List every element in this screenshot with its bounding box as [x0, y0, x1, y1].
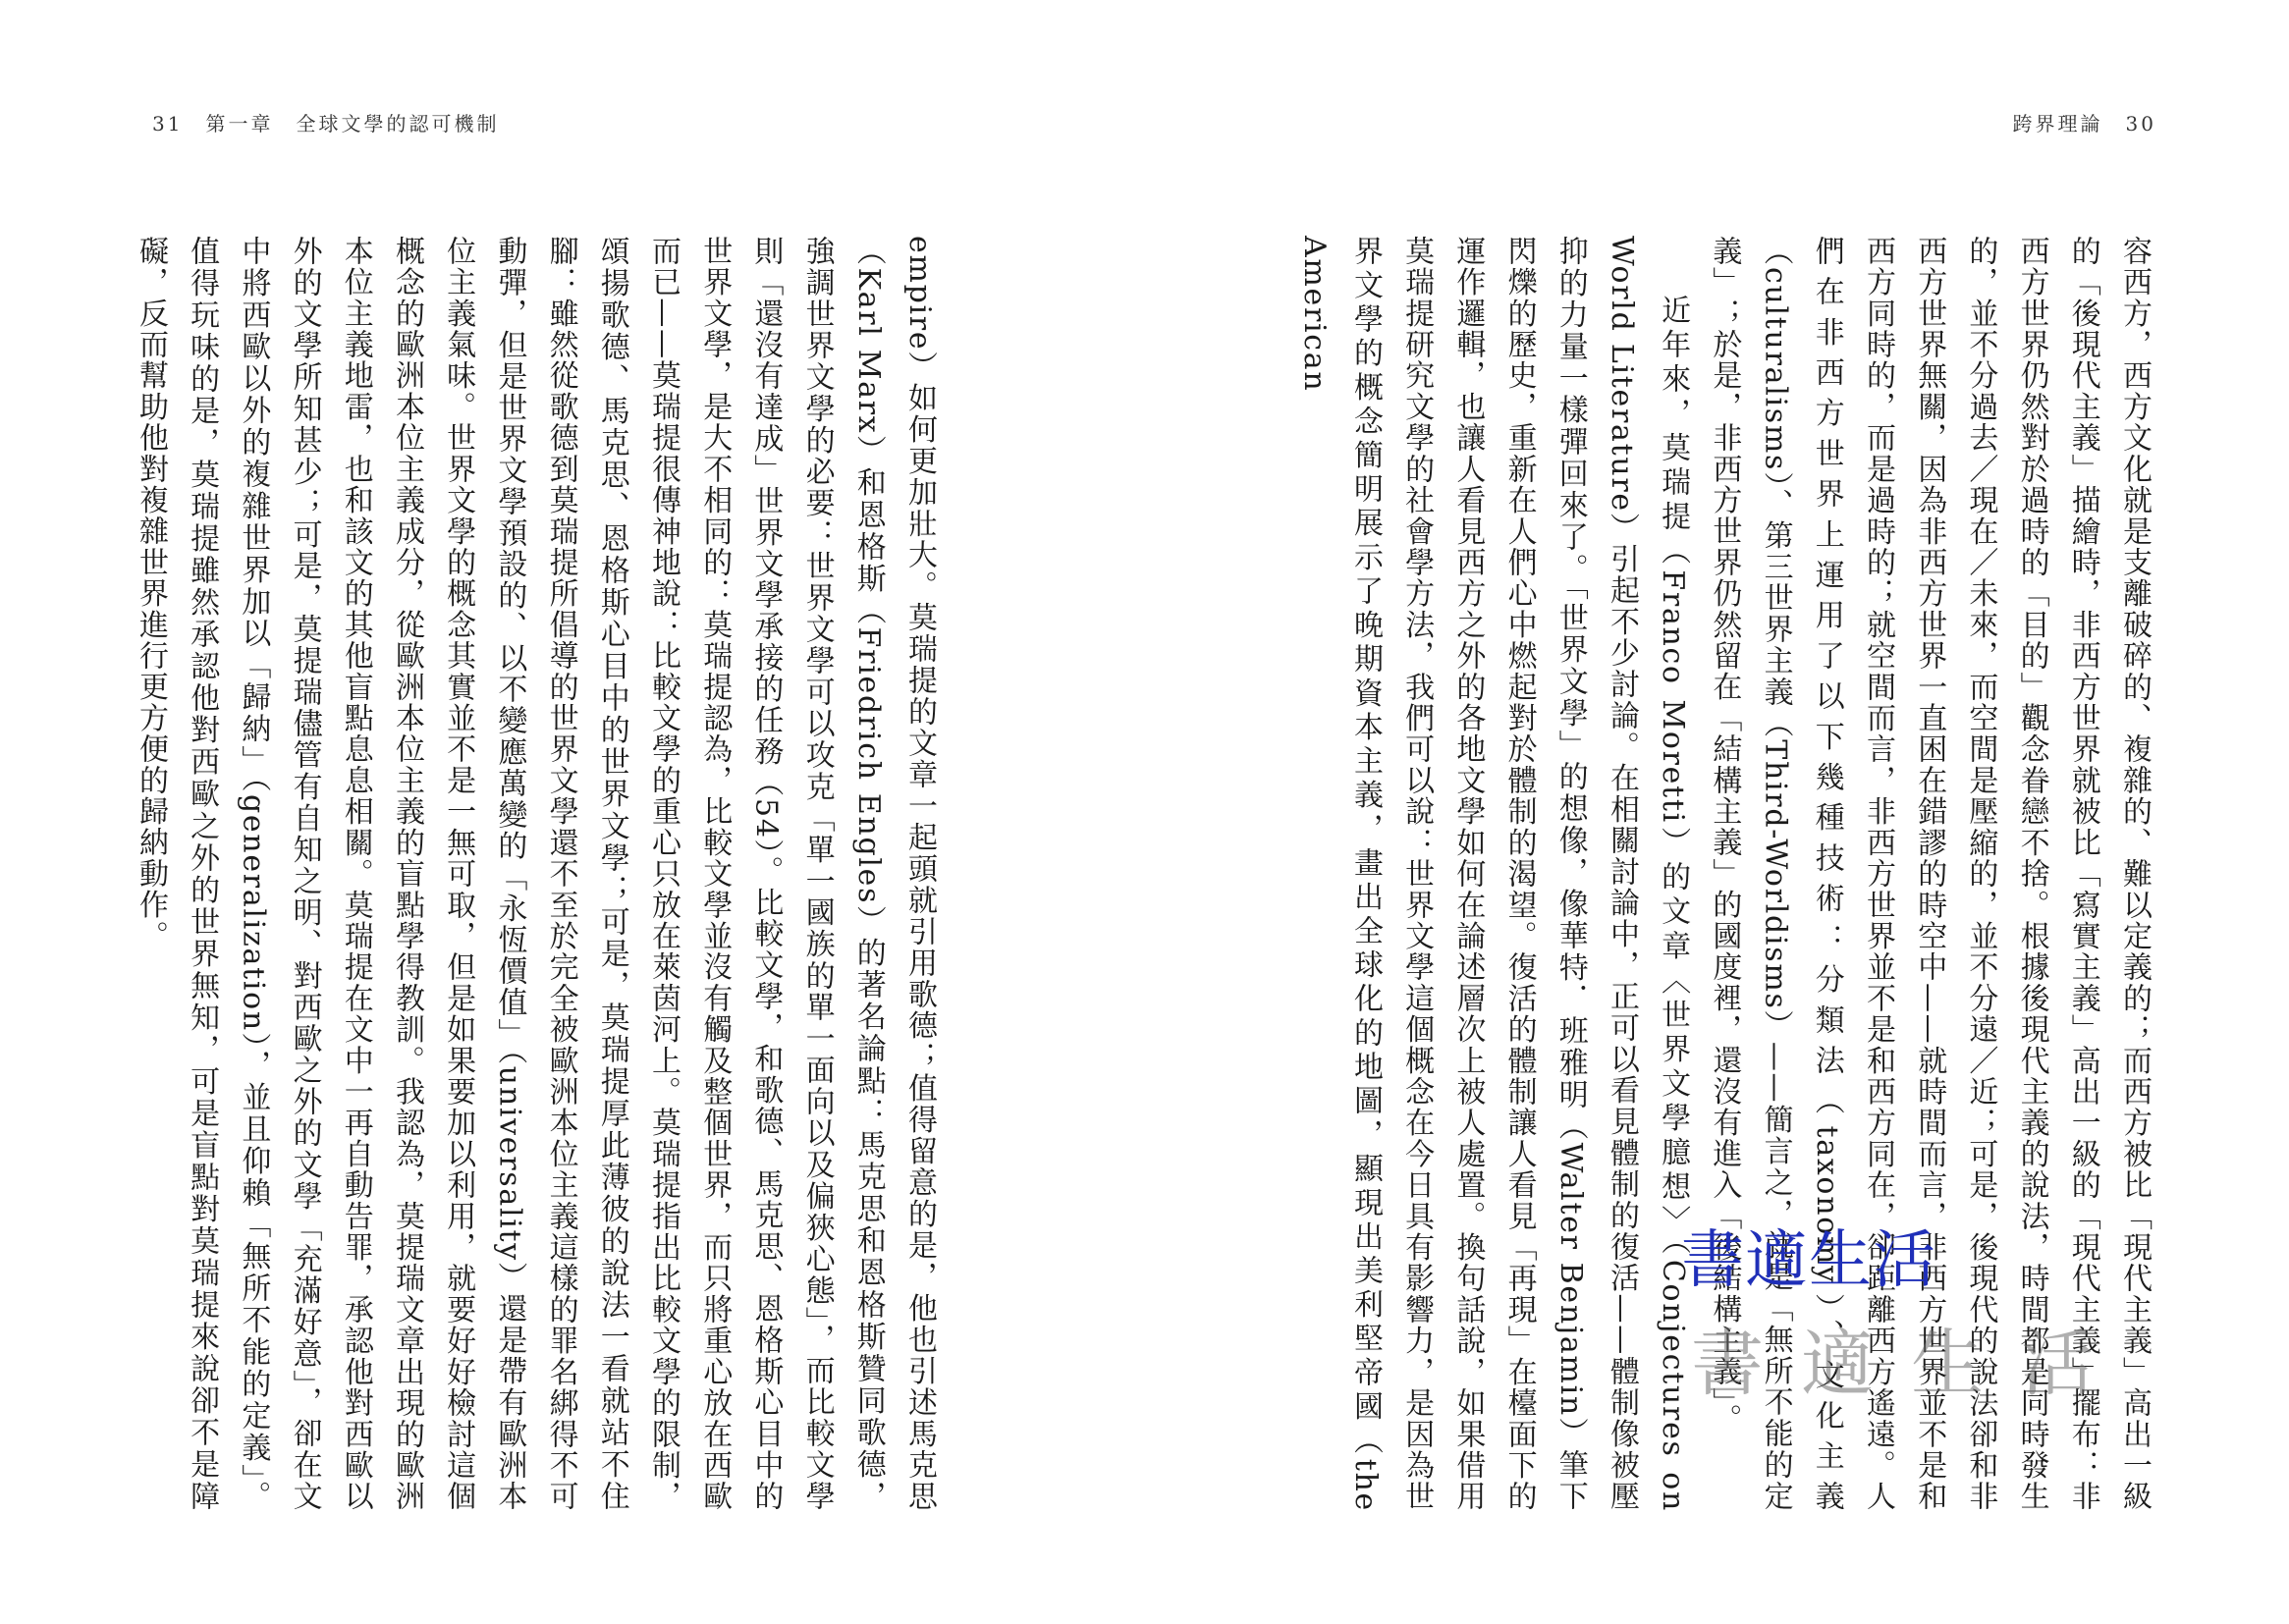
right-page	[1145, 0, 2289, 1624]
right-running-head: 跨界理論 30	[2012, 112, 2156, 135]
left-body-text	[133, 236, 945, 1512]
watermark-logo: 書適生活	[1681, 1224, 1936, 1297]
left-paragraph-1: empire）如何更加壯大。莫瑞提的文章一起頭就引用歌德；值得留意的是，他也引述馬克思（Karl Marx）和恩格斯（Friedrich Engles）的著名論點：馬克思和恩格斯贊同歌德，強調世界文學的必要：世界文學可以攻克「單一國族的單一面向以及偏狹心態」，而比較文學則「還沒有達成」世界文學承接的任務（54）。比較文學，和歌德、馬克思、恩格斯心目中的世界文學，是大不相同的：莫瑞提認為，比較文學並沒有觸及整個世界，而只將重心放在西歐而已——莫瑞提很傳神地說：比較文學的重心只放在萊茵河上。莫瑞提指出比較文學的限制，頌揚歌德、馬克思、恩格斯心目中的世界文學；可是，莫瑞提厚此薄彼的說法一看就站不住腳：雖然從歌德到莫瑞提所倡導的世界文學還不至於完全被歐洲本位主義這樣的罪名綁得不可動彈，但是世界文學預設的、以不變應萬變的「永恆價值」（universality）還是帶有歐洲本位主義氣味。世界文學的概念其實並不是一無可取，但是如果要加以利用，就要好好檢討這個概念的歐洲本位主義成分，從歐洲本位主義的盲點學得教訓。我認為，莫提瑞文章出現的歐洲本位主義地雷，也和該文的其他盲點息息相關。莫瑞提在文中一再自動告罪，承認他對西歐以外的文學所知甚少；可是，莫提瑞儘管有自知之明、對西歐之外的文學「充滿好意」，卻在文中將西歐以外的複雜世界加以「歸納」（generalization），並且仰賴「無所不能的定義」。值得玩味的是，莫瑞提雖然承認他對西歐之外的世界無知，可是盲點對莫瑞提來說卻不是障礙，反而幫助他對複雜世界進行更方便的歸納動作。	[133, 236, 937, 1512]
watermark-ghost: 書適生活	[1691, 1322, 2131, 1406]
right-paragraph-2: 近年來，莫瑞提（Franco Moretti）的文章〈世界文學臆想〉（Conjectures on World Literature）引起不少討論。在相關討論中，正可以看見體制的復活——體制像被壓抑的力量一樣彈回來了。「世界文學」的想像，像華特．班雅明（Walter Benjamin）筆下閃爍的歷史，重新在人們心中燃起對於體制的渴望。復活的體制讓人看見「再現」在檯面下的運作邏輯，也讓人看見西方之外的各地文學如何在論述層次上被人處置。換句話說，如果借用莫瑞提研究文學的社會學方法，我們可以說：世界文學這個概念在今日具有影響力，是因為世界文學的概念簡明展示了晚期資本主義，畫出全球化的地圖，顯現出美利堅帝國（the American	[1296, 236, 1691, 1512]
right-body-text	[1296, 236, 2159, 1512]
left-running-head: 31 第一章 全球文學的認可機制	[152, 112, 500, 135]
right-paragraph-1: 容西方，西方文化就是支離破碎的、複雜的、難以定義的；而西方被比「現代主義」高出一級的「後現代主義」描繪時，非西方世界就被比「寫實主義」高出一級的「現代主義」擺布：非西方世界仍然對於過時的「目的」觀念眷戀不捨。根據後現代主義的說法，時間都是同時發生的，並不分過去／現在／未來，而空間是壓縮的，並不分遠／近；可是，後現代的說法卻和非西方世界無關，因為非西方世界一直困在錯謬的時空中——就時間而言，非西方世界並不是和西方同時的，而是過時的；就空間而言，非西方世界並不是和西方同在，卻距離西方遙遠。人們在非西方世界上運用了以下幾種技術：分類法（taxonomy）、文化主義（culturalisms）、第三世界主義（Third-Worldisms）——簡言之，就是「無所不能的定義」；於是，非西方世界仍然留在「結構主義」的國度裡，還沒有進入「後結構主義」。	[1707, 236, 2152, 1512]
